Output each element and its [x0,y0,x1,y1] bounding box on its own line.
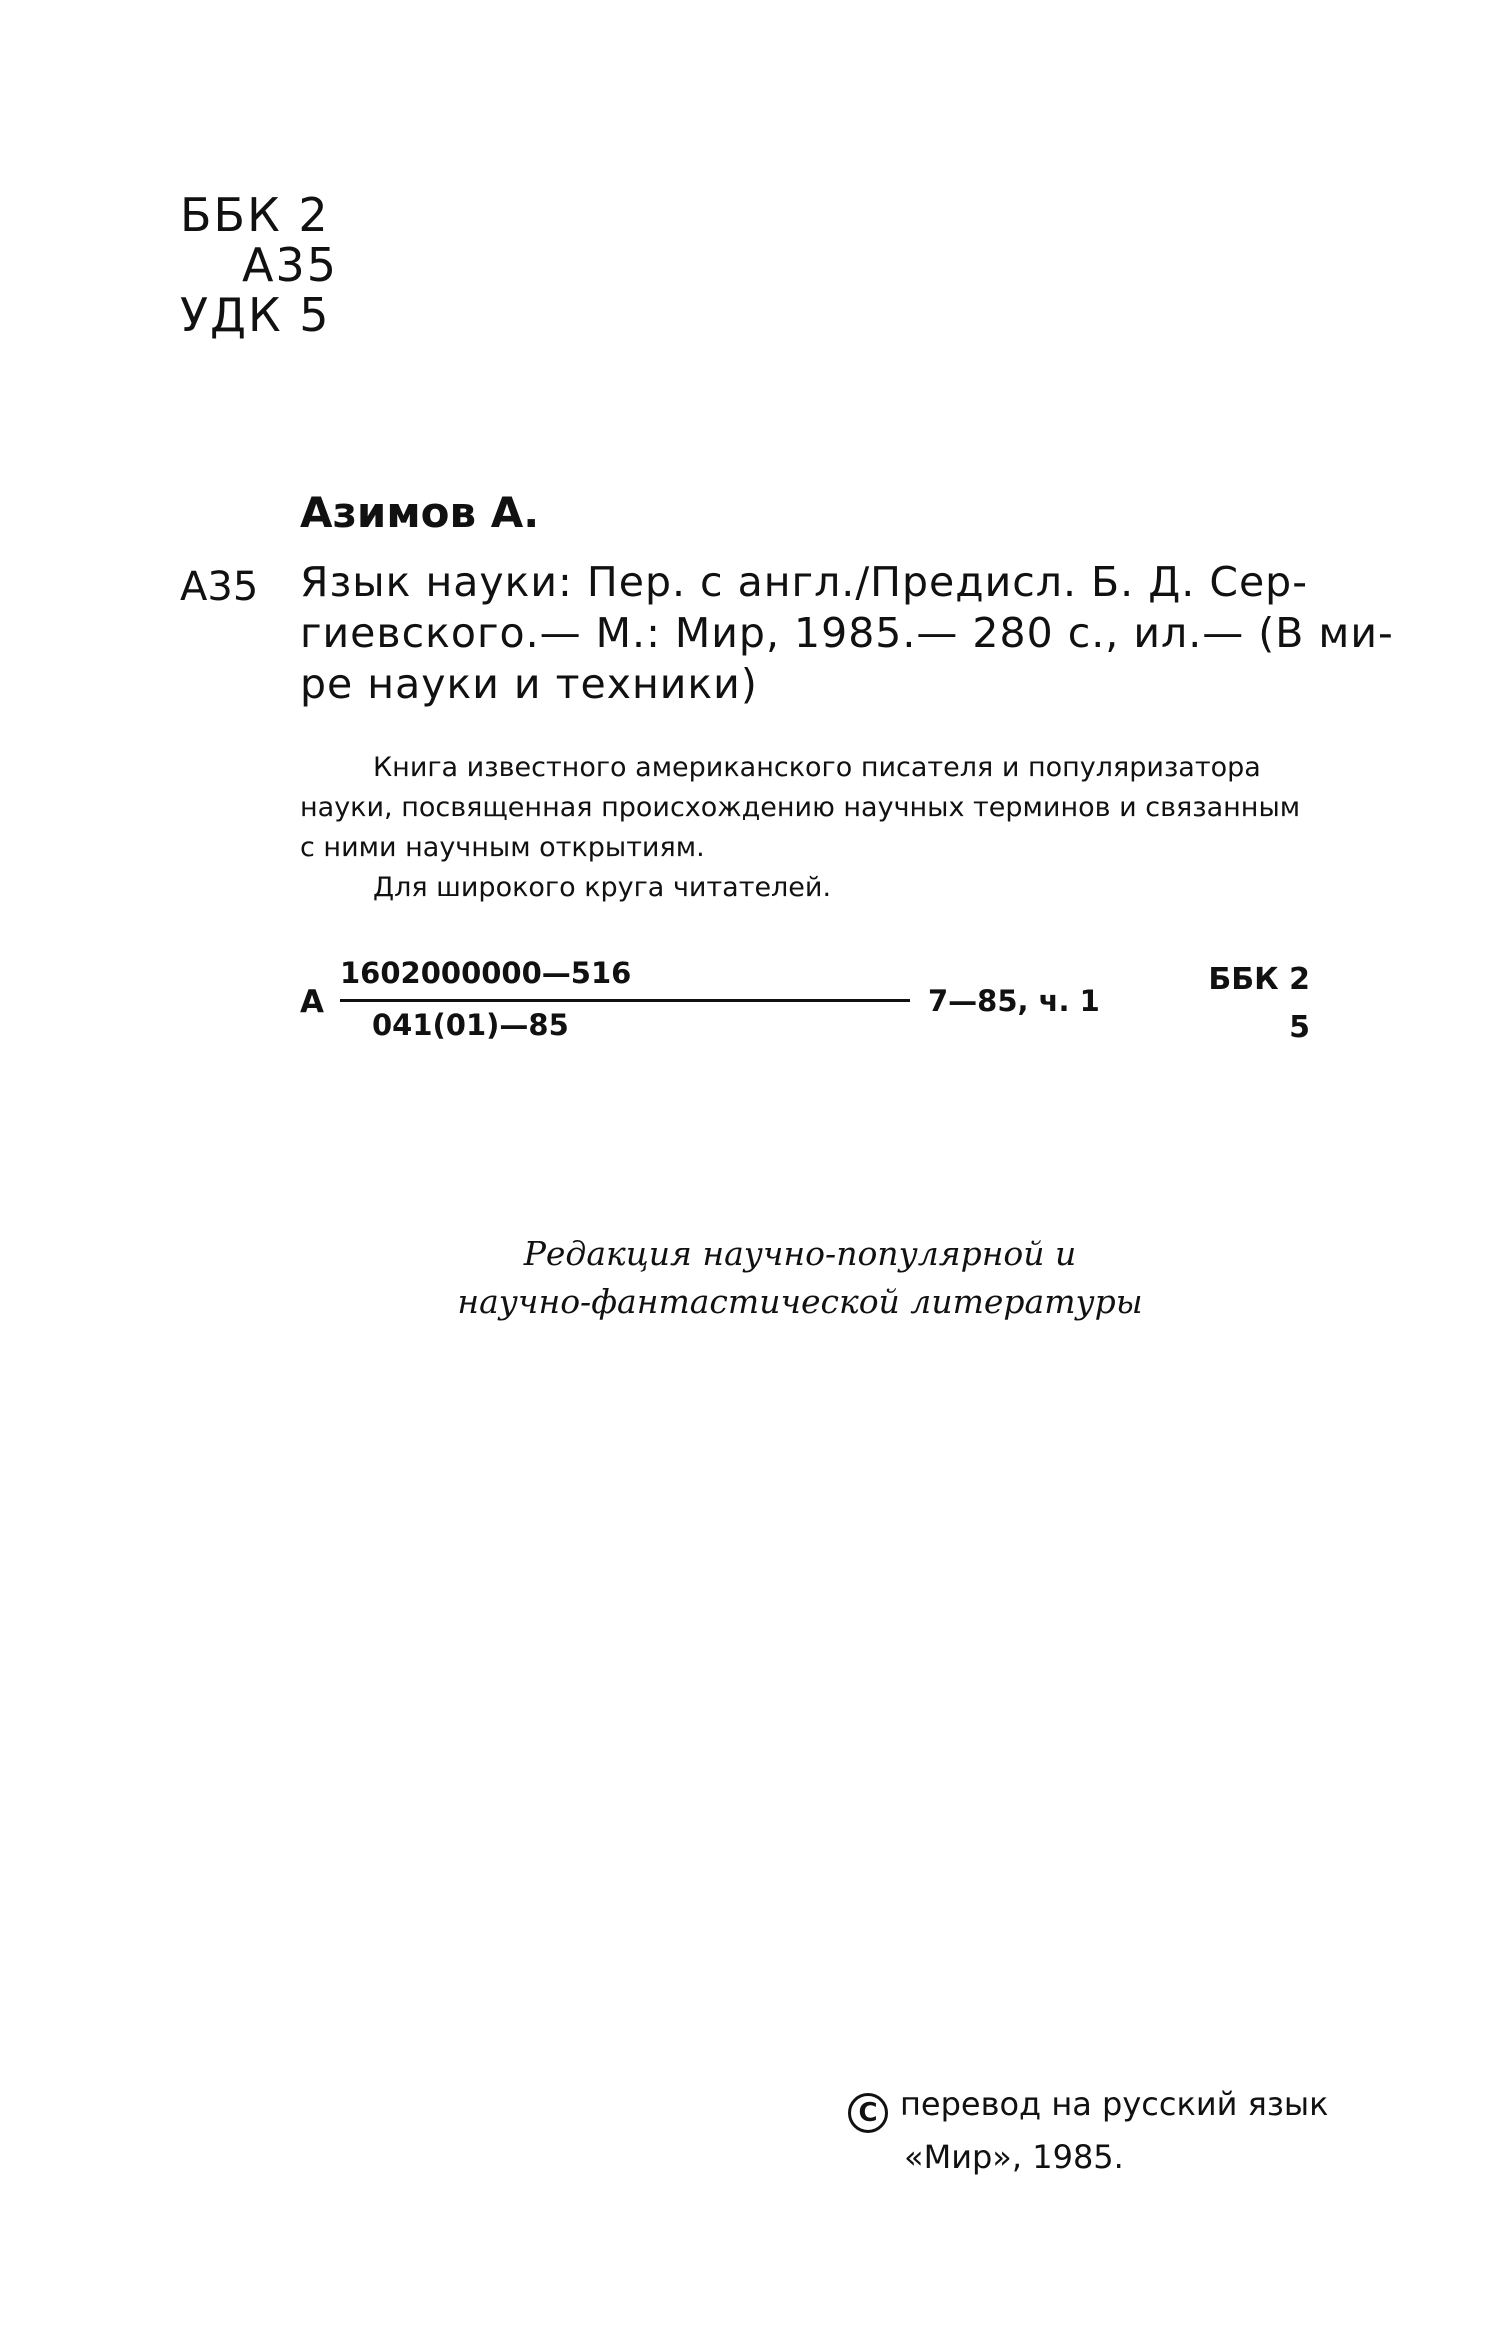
classification-block [180,190,338,340]
publication-index [300,956,1310,1056]
copyright-line: перевод на русский язык [900,2085,1329,2123]
editorial-line: Редакция научно-популярной и [523,1234,1077,1273]
bibliographic-description [300,557,1394,710]
audience-note: Для широкого круга читателей. [373,872,832,903]
copyright-icon: C [848,2093,888,2133]
copyright-notice [848,2080,1328,2181]
editorial-line: научно-фантастической литературы [457,1282,1143,1321]
biblio-line: Язык науки: Пер. с англ./Предисл. Б. Д. Сер- [300,558,1309,606]
editorial-office [300,1230,1300,1326]
udk-code: УДК 5 [180,288,331,342]
author-mark: А35 [242,238,339,292]
index-letter: А [300,984,324,1020]
biblio-line: гиевского.— М.: Мир, 1985.— 280 с., ил.— (В ми- [300,609,1394,657]
biblio-line: ре науки и техники) [300,660,758,708]
annotation-line: с ними научным открытиям. [300,832,705,863]
copyright-row [848,2080,1328,2133]
index-numerator: 1602000000—516 [340,956,632,990]
author-cipher: А35 [180,564,259,610]
copyright-line: «Мир», 1985. [904,2138,1124,2176]
bbk-right-line: 5 [1289,1010,1310,1045]
bbk-right-line: ББК 2 [1208,962,1310,997]
annotation [300,748,1310,908]
annotation-line: Книга известного американского писателя и популяризатора [373,752,1261,783]
bbk-code: ББК 2 [180,188,330,242]
bbk-right-block [1208,956,1310,1052]
index-denominator: 041(01)—85 [372,1008,569,1042]
index-suffix: 7—85, ч. 1 [928,984,1100,1018]
fraction-bar [340,999,910,1002]
author-name: Азимов А. [300,488,540,537]
annotation-line: науки, посвященная происхождению научных терминов и связанным [300,792,1301,823]
